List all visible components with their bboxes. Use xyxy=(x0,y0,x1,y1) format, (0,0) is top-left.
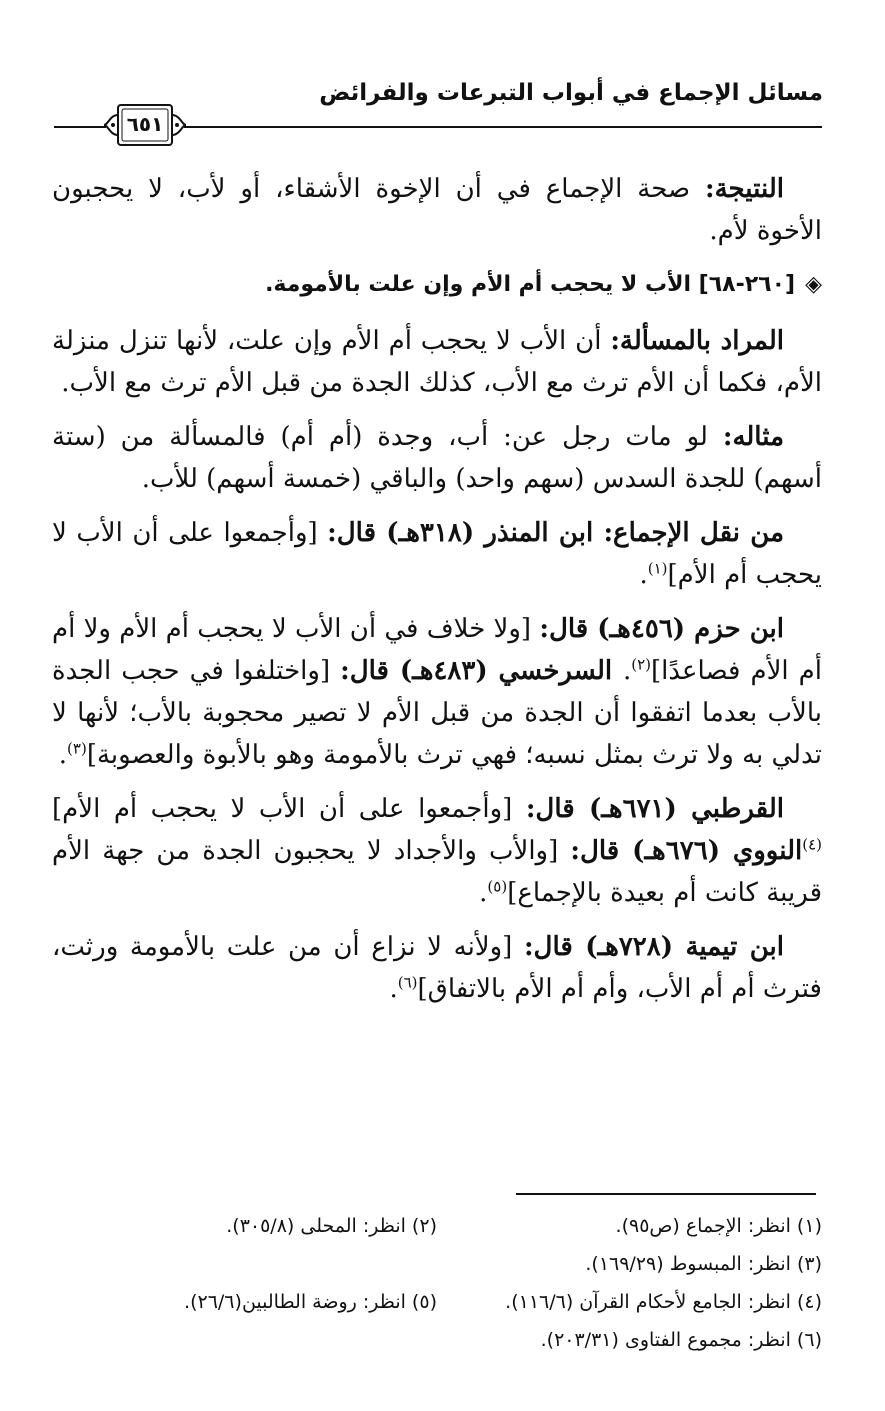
scholar-ibn-hazm: ابن حزم (٤٥٦هـ) قال: xyxy=(539,614,784,644)
footnote-1: (١) انظر: الإجماع (ص٩٥). xyxy=(615,1215,822,1237)
result-text: صحة الإجماع في أن الإخوة الأشقاء، أو لأب، لا يحجبون الأخوة لأم. xyxy=(52,174,822,246)
page-number-badge xyxy=(104,101,186,149)
diamond-bullet-icon: ◈ xyxy=(805,272,822,297)
footnote-2: (٢) انظر: المحلى (٣٠٥/٨). xyxy=(226,1215,437,1237)
footnote-ref-5[interactable]: (٥) xyxy=(487,877,508,896)
footnote-ref-2[interactable]: (٢) xyxy=(631,655,652,674)
example-text: لو مات رجل عن: أب، وجدة (أم أم) فالمسألة من (ستة أسهم) للجدة السدس (سهم واحد) والباقي (خمسة أسهم) للأب. xyxy=(52,422,822,494)
scholar-ibn-almundhir: ابن المنذر (٣١٨هـ) قال: xyxy=(327,518,604,548)
scholar-sarakhsi: السرخسي (٤٨٣هـ) قال: xyxy=(340,656,623,686)
paragraph-ibn-almundhir: من نقل الإجماع: ابن المنذر (٣١٨هـ) قال: [وأجمعوا على أن الأب لا يحجب أم الأم]$^{(١)}$. xyxy=(52,518,822,590)
footnote-ref-6[interactable]: (٦) xyxy=(397,973,418,992)
running-header-title: مسائل الإجماع في أبواب التبرعات والفرائض xyxy=(319,80,823,106)
quote-nawawi: [والأب والأجداد لا يحجبون الجدة من جهة الأم قريبة كانت أم بعيدة بالإجماع] xyxy=(52,836,822,908)
quote-ibn-hazm: [ولا خلاف في أن الأب لا يحجب أم الأم ولا أم أم الأم فصاعدًا] xyxy=(52,614,823,686)
footnotes xyxy=(52,1207,822,1359)
footnote-row xyxy=(52,1245,822,1283)
paragraph-result xyxy=(52,168,822,252)
issue-heading xyxy=(52,264,822,306)
meaning-label: المراد بالمسألة: xyxy=(610,326,785,356)
footnote-empty xyxy=(52,1245,437,1283)
paragraph-ibn-hazm: ابن حزم (٤٥٦هـ) قال: [ولا خلاف في أن الأب لا يحجب أم الأم ولا أم أم الأم فصاعدًا]$^{(٢)}$. السرخسي (٤٨٣هـ) قال: [واختلفوا في حجب الجدة بالأب بعدما اتفقوا أن الجدة من قبل الأم لا تصير محجوبة بالأب؛ لأنها لا تدلي به ولا ترث بمثل نسبه؛ فهي ترث بالأمومة وهو بالأبوة والعصوبة]$^{(٣)}$. xyxy=(52,614,823,770)
footnote-4: (٤) انظر: الجامع لأحكام القرآن (١١٦/٦). xyxy=(505,1291,822,1313)
footnote-empty xyxy=(52,1321,437,1359)
paragraph-ibn-taymiyya: ابن تيمية (٧٢٨هـ) قال: [ولأنه لا نزاع أن من علت بالأمومة ورثت، فترث أم أم الأب، وأم أم الأم بالاتفاق]$^{(٦)}$. xyxy=(52,932,822,1004)
footnote-separator xyxy=(516,1193,816,1195)
footnote-ref-3[interactable]: (٣) xyxy=(67,739,87,758)
scholar-ibn-taymiyya: ابن تيمية (٧٢٨هـ) قال: xyxy=(523,932,784,962)
quote-sarakhsi: [واختلفوا في حجب الجدة بالأب بعدما اتفقوا أن الجدة من قبل الأم لا تصير محجوبة بالأب؛ لأنها لا تدلي به ولا ترث بمثل نسبه؛ فهي ترث بالأمومة وهو بالأبوة والعصوبة] xyxy=(52,656,822,770)
example-label: مثاله: xyxy=(722,422,784,452)
footnote-row xyxy=(52,1207,822,1245)
header-rule-left xyxy=(54,126,106,128)
scholar-qurtubi: القرطبي (٦٧١هـ) قال: xyxy=(525,794,784,824)
result-label: النتيجة: xyxy=(704,174,784,204)
scholar-nawawi: النووي (٦٧٦هـ) قال: xyxy=(570,836,803,866)
consensus-label: من نقل الإجماع: xyxy=(603,518,785,548)
main-text xyxy=(52,168,822,1022)
issue-title: [٢٦٠-٦٨] الأب لا يحجب أم الأم وإن علت بالأمومة. xyxy=(265,272,796,297)
paragraph-qurtubi: القرطبي (٦٧١هـ) قال: [وأجمعوا على أن الأب لا يحجب أم الأم]$^{(٤)}$النووي (٦٧٦هـ) قال: [والأب والأجداد لا يحجبون الجدة من جهة الأم قريبة كانت أم بعيدة بالإجماع]$^{(٥)}$. xyxy=(52,794,823,908)
quote-ibn-almundhir: [وأجمعوا على أن الأب لا يحجب أم الأم] xyxy=(52,518,822,590)
page-number: ٦٥١ xyxy=(126,112,164,136)
footnote-ref-4[interactable]: (٤) xyxy=(802,835,823,854)
footnote-row xyxy=(52,1283,822,1321)
footnote-3: (٣) انظر: المبسوط (١٦٩/٢٩). xyxy=(585,1253,822,1275)
paragraph-example xyxy=(52,416,822,500)
meaning-text: أن الأب لا يحجب أم الأم وإن علت، لأنها تنزل منزلة الأم، فكما أن الأم ترث مع الأب، كذلك الجدة من قبل الأم ترث مع الأب. xyxy=(52,326,822,398)
paragraph-meaning xyxy=(52,320,822,404)
footnote-5: (٥) انظر: روضة الطالبين(٢٦/٦). xyxy=(184,1291,437,1313)
quote-qurtubi: [وأجمعوا على أن الأب لا يحجب أم الأم] xyxy=(52,794,526,824)
footnote-row xyxy=(52,1321,822,1359)
footnote-ref-1[interactable]: (١) xyxy=(647,559,668,578)
footnote-6: (٦) انظر: مجموع الفتاوى (٢٠٣/٣١). xyxy=(540,1329,822,1351)
quote-ibn-taymiyya: [ولأنه لا نزاع أن من علت بالأمومة ورثت، فترث أم أم الأب، وأم أم الأم بالاتفاق] xyxy=(52,932,822,1004)
header-rule-right xyxy=(184,126,822,128)
